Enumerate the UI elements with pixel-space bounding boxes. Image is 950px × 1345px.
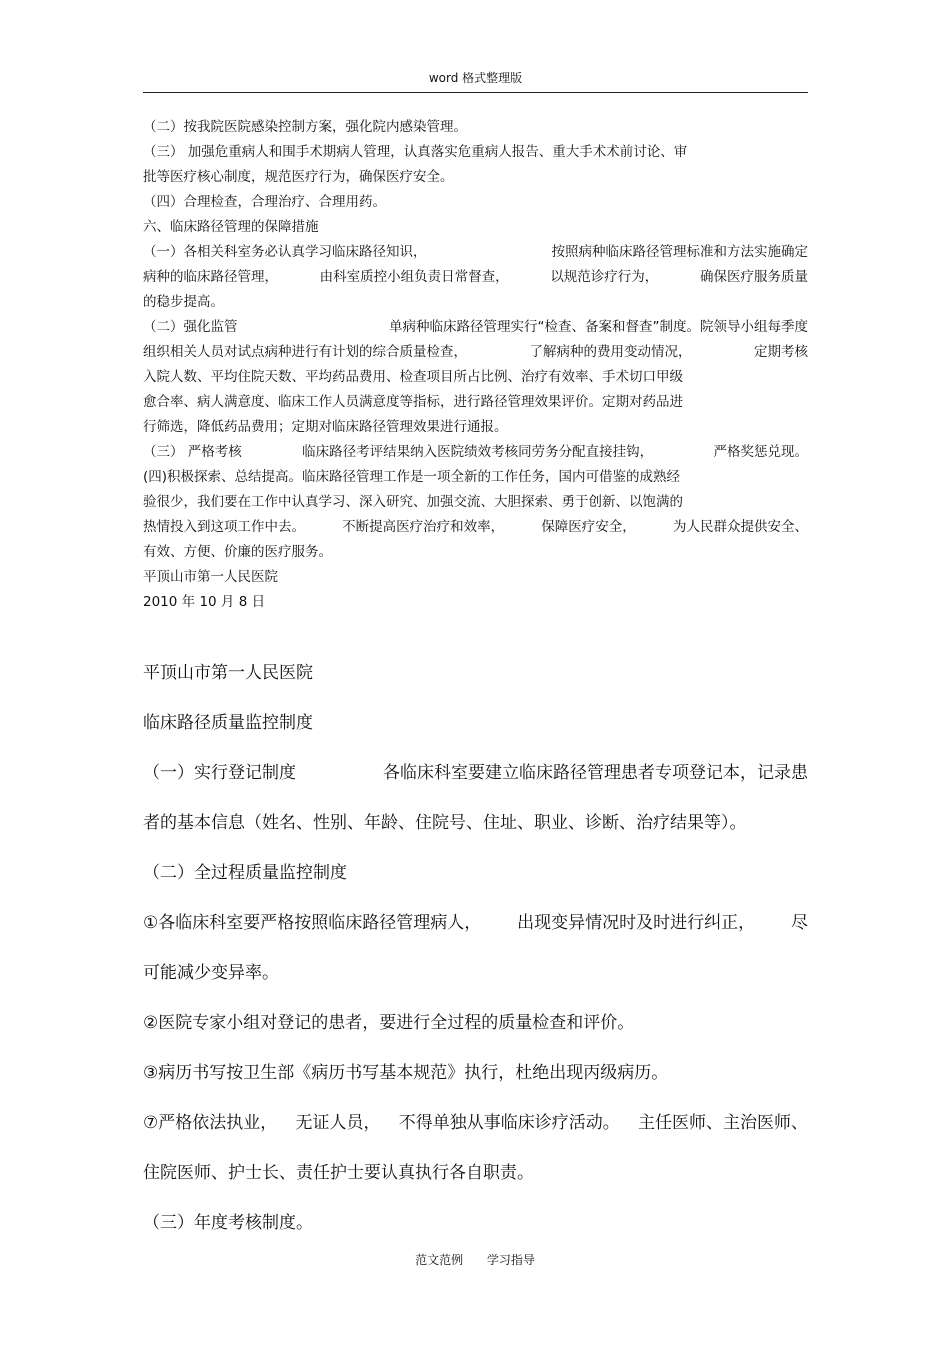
text-line: [143, 340, 808, 365]
text-segment: 可能减少变异率。: [143, 963, 279, 983]
text-segment: ③病历书写按卫生部《病历书写基本规范》执行，杜绝出现丙级病历。: [143, 1063, 669, 1083]
text-segment: 验很少，我们要在工作中认真学习、深入研究、加强交流、大胆探索、勇于创新、以饱满的: [143, 494, 683, 510]
text-segment: 批等医疗核心制度，规范医疗行为，确保医疗安全。: [143, 169, 454, 185]
text-line: [143, 115, 808, 140]
text-segment: 保障医疗安全，: [541, 519, 636, 535]
text-segment: 平顶山市第一人民医院: [143, 663, 313, 683]
text-segment: 热情投入到这项工作中去。: [143, 519, 305, 535]
text-segment: 各临床科室要建立临床路径管理患者专项登记本，记录患: [383, 763, 808, 783]
text-segment: 单病种临床路径管理实行“检查、备案和督查”制度。院领导小组每季度: [389, 319, 808, 335]
text-segment: （二）全过程质量监控制度: [143, 863, 347, 883]
text-line: [143, 415, 808, 440]
text-segment: 不断提高医疗治疗和效率，: [342, 519, 505, 535]
text-line: [143, 565, 808, 590]
text-line: [143, 490, 808, 515]
text-line: [143, 265, 808, 290]
text-line: [143, 898, 808, 948]
text-line: [143, 848, 808, 898]
text-line: [143, 540, 808, 565]
text-line: [143, 290, 808, 315]
text-segment: （三）年度考核制度。: [143, 1213, 313, 1233]
document-section-measures: [143, 115, 808, 615]
text-line: [143, 1198, 808, 1248]
text-segment: （一）各相关科室务必认真学习临床路径知识，: [143, 244, 427, 260]
text-line: [143, 440, 808, 465]
text-segment: ②医院专家小组对登记的患者，要进行全过程的质量检查和评价。: [143, 1013, 635, 1033]
text-line: [143, 515, 808, 540]
text-segment: 定期考核: [754, 344, 808, 360]
text-segment: 六、临床路径管理的保障措施: [143, 219, 319, 235]
text-segment: 为人民群众提供安全、: [672, 519, 808, 535]
footer-right-text: 学习指导: [486, 1253, 535, 1267]
text-line: [143, 648, 808, 698]
text-segment: 由科室质控小组负责日常督查，: [319, 269, 509, 285]
text-segment: (四)积极探索、总结提高。临床路径管理工作是一项全新的工作任务，国内可借鉴的成熟经: [143, 469, 681, 485]
text-segment: 2010 年 10 月 8 日: [143, 594, 266, 610]
text-segment: （二）按我院医院感染控制方案，强化院内感染管理。: [143, 119, 467, 135]
text-segment: 病种的临床路径管理，: [143, 269, 278, 285]
text-segment: 平顶山市第一人民医院: [143, 569, 278, 585]
text-line: [143, 590, 808, 615]
text-segment: 住院医师、护士长、责任护士要认真执行各自职责。: [143, 1163, 534, 1183]
text-line: [143, 240, 808, 265]
text-segment: 有效、方便、价廉的医疗服务。: [143, 544, 332, 560]
text-line: [143, 798, 808, 848]
text-segment: ⑦严格依法执业，: [143, 1113, 278, 1133]
text-segment: 以规范诊疗行为，: [550, 269, 659, 285]
text-segment: 按照病种临床路径管理标准和方法实施确定: [551, 244, 808, 260]
document-section-quality-control: [143, 648, 808, 1248]
page-footer: [0, 1250, 950, 1270]
text-segment: 入院人数、平均住院天数、平均药品费用、检查项目所占比例、治疗有效率、手术切口甲级: [143, 369, 683, 385]
text-segment: （四）合理检查，合理治疗、合理用药。: [143, 194, 386, 210]
header-title: word 格式整理版: [428, 71, 523, 85]
text-line: [143, 1148, 808, 1198]
text-line: [143, 190, 808, 215]
text-segment: （二）强化监管: [143, 319, 238, 335]
text-segment: 行筛选，降低药品费用；定期对临床路径管理效果进行通报。: [143, 419, 508, 435]
text-line: [143, 465, 808, 490]
text-segment: 了解病种的费用变动情况，: [529, 344, 692, 360]
text-segment: 者的基本信息（姓名、性别、年龄、住院号、住址、职业、诊断、治疗结果等）。: [143, 813, 747, 833]
text-line: [143, 948, 808, 998]
text-line: [143, 140, 808, 165]
text-line: [143, 165, 808, 190]
text-segment: 临床路径考评结果纳入医院绩效考核同劳务分配直接挂钩，: [302, 444, 654, 460]
footer-left-text: 范文范例: [415, 1253, 464, 1267]
page-header: [143, 68, 808, 93]
text-line: [143, 1048, 808, 1098]
text-segment: 出现变异情况时及时进行纠正，: [517, 913, 756, 933]
text-segment: 不得单独从事临床诊疗活动。: [398, 1113, 620, 1133]
text-line: [143, 315, 808, 340]
text-line: [143, 998, 808, 1048]
text-segment: （一）实行登记制度: [143, 763, 296, 783]
text-line: [143, 748, 808, 798]
text-segment: （三） 加强危重病人和围手术期病人管理，认真落实危重病人报告、重大手术术前讨论、审: [143, 144, 688, 160]
text-segment: 严格奖惩兑现。: [713, 444, 808, 460]
text-line: [143, 698, 808, 748]
text-segment: 尽: [791, 913, 808, 933]
text-line: [143, 1098, 808, 1148]
text-segment: 的稳步提高。: [143, 294, 224, 310]
text-segment: （三） 严格考核: [143, 444, 242, 460]
text-line: [143, 365, 808, 390]
text-segment: 确保医疗服务质量: [699, 269, 808, 285]
text-segment: 组织相关人员对试点病种进行有计划的综合质量检查，: [143, 344, 467, 360]
text-segment: ①各临床科室要严格按照临床路径管理病人，: [143, 913, 482, 933]
text-segment: 愈合率、病人满意度、临床工作人员满意度等指标，进行路径管理效果评价。定期对药品进: [143, 394, 683, 410]
text-segment: 无证人员，: [295, 1113, 381, 1133]
text-line: [143, 215, 808, 240]
text-segment: 主任医师、主治医师、: [638, 1113, 808, 1133]
text-line: [143, 390, 808, 415]
text-segment: 临床路径质量监控制度: [143, 713, 313, 733]
